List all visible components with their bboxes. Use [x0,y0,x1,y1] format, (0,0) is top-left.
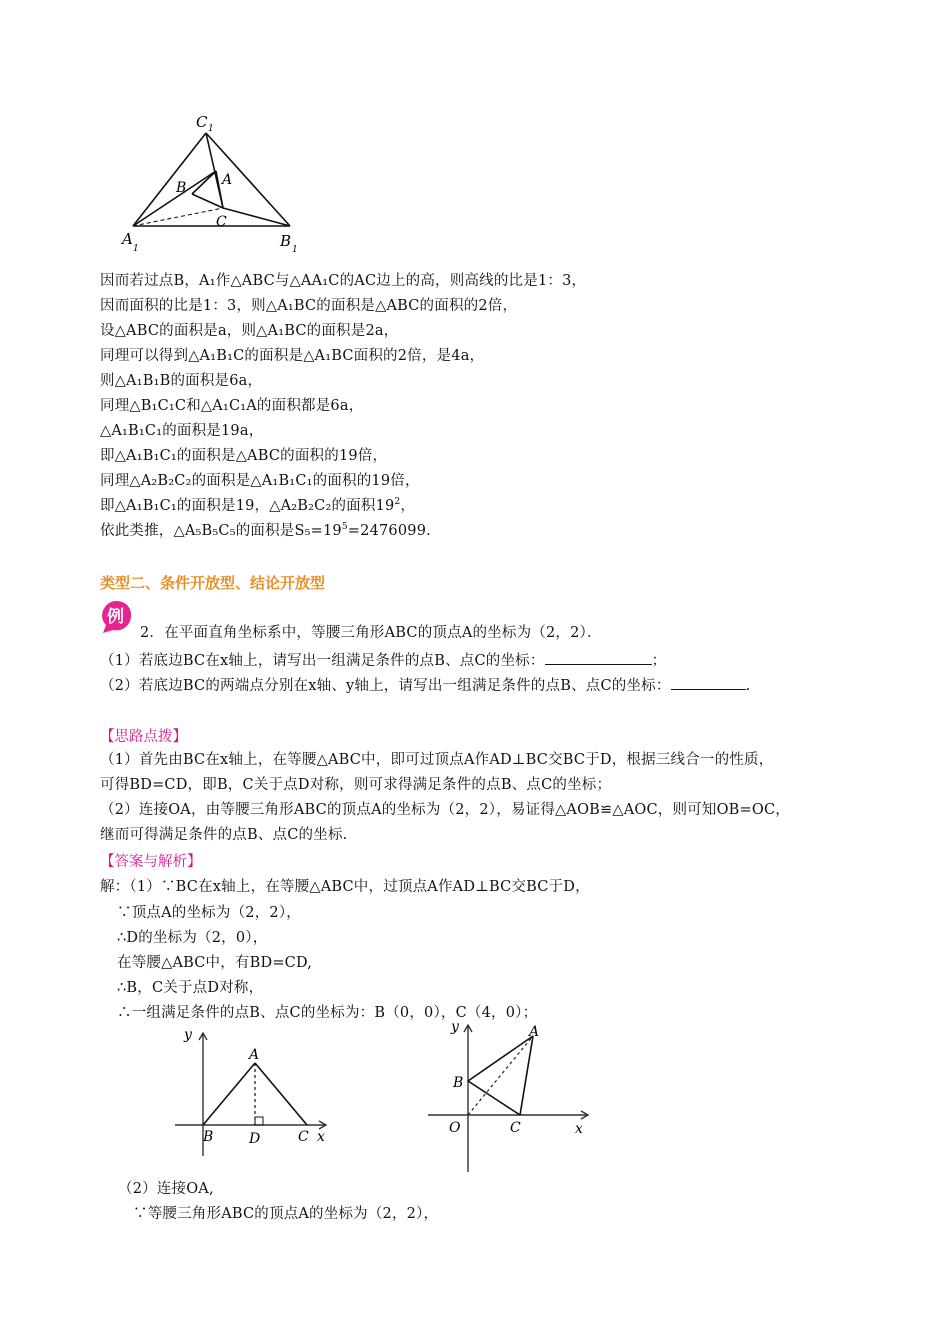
coordinate-figure-2 [425,1015,600,1175]
fig3-label-a: A [529,1024,540,1040]
problem-q1-end: ； [651,653,667,669]
section-heading: 类型二、条件开放型、结论开放型 [100,574,326,592]
fig2-label-d: D [249,1131,261,1147]
line-final-exponent: 5 [341,522,348,533]
hint-line-4: 继而可得满足条件的点B、点C的坐标. [100,827,348,843]
label-a: A [222,172,233,188]
answer-line-6: ∴一组满足条件的点B、点C的坐标为：B（0，0），C（4，0）； [117,1005,538,1021]
answer-line-1: 解：（1）∵BC在x轴上，在等腰△ABC中，过顶点A作AD⊥BC交BC于D， [100,879,590,895]
problem-q1 [100,650,666,671]
solution-line-8: 即△A₁B₁C₁的面积是△ABC的面积的19倍， [100,448,388,464]
label-c1: C [196,113,208,131]
coordinate-figure-1 [170,1023,340,1158]
problem-q2 [100,675,750,696]
hint-line-2: 可得BD=CD，即B，C关于点D对称，则可求得满足条件的点B、点C的坐标； [100,777,612,793]
problem-stem: 2．在平面直角坐标系中，等腰三角形ABC的顶点A的坐标为（2，2）． [140,625,602,641]
solution-line-6: 同理△B₁C₁C和△A₁C₁A的面积都是6a， [100,398,364,414]
solution-line-5: 则△A₁B₁B的面积是6a， [100,373,263,389]
hint-heading: 【思路点拨】 [100,729,187,745]
fig3-label-x: x [575,1121,583,1137]
hint-line-3: （2）连接OA，由等腰三角形ABC的顶点A的坐标为（2，2），易证得△AOB≌△AOC，则可知OB=OC， [100,802,790,818]
solution-line-7: △A₁B₁C₁的面积是19a， [100,423,264,439]
solution-line-11 [100,521,431,541]
triangle-figure [118,108,308,258]
badge-char: 例 [107,607,124,627]
label-c1-sub: 1 [208,124,214,134]
problem-q1-text: （1）若底边BC在x轴上，请写出一组满足条件的点B、点C的坐标： [100,653,545,669]
line-final-prefix: 依此类推，△A₅B₅C₅的面积是S₅=19 [100,523,342,539]
fig3-label-y: y [451,1019,459,1035]
solution-line-2: 因而面积的比是1：3，则△A₁BC的面积是△ABC的面积的2倍， [100,298,518,314]
solution-line-3: 设△ABC的面积是a，则△A₁BC的面积是2a， [100,323,399,339]
answer-line-5: ∴B，C关于点D对称， [117,980,264,996]
answer-line-2: ∵顶点A的坐标为（2，2）， [117,905,301,921]
fig2-label-a: A [249,1047,260,1063]
line-final-suffix: =2476099. [347,523,431,539]
solution-line-1: 因而若过点B，A₁作△ABC与△AA₁C的AC边上的高，则高线的比是1：3， [100,273,587,289]
label-c: C [216,214,227,230]
hint-line-1: （1）首先由BC在x轴上，在等腰△ABC中，即可过顶点A作AD⊥BC交BC于D，根据三线合一的性质， [100,752,774,768]
fig3-label-b: B [453,1075,464,1091]
label-b: B [176,180,187,196]
part2-line-2: ∵等腰三角形ABC的顶点A的坐标为（2，2）， [133,1206,439,1222]
line-sq-prefix: 即△A₁B₁C₁的面积是19，△A₂B₂C₂的面积19 [100,498,395,514]
label-b1: B [280,232,292,250]
label-a1-sub: 1 [133,244,139,254]
answer-heading: 【答案与解析】 [100,854,202,870]
label-a1: A [122,230,133,248]
fig3-label-c: C [510,1120,521,1136]
part2-line-1: （2）连接OA, [118,1181,214,1197]
answer-line-4: 在等腰△ABC中，有BD=CD, [117,955,313,971]
answer-blank-1[interactable] [545,650,652,665]
label-b1-sub: 1 [292,245,298,255]
fig2-label-c: C [298,1129,309,1145]
problem-q2-text: （2）若底边BC的两端点分别在x轴、y轴上，请写出一组满足条件的点B、点C的坐标： [100,678,671,694]
fig2-label-y: y [184,1027,192,1043]
fig2-label-x: x [317,1129,325,1145]
answer-line-3: ∴D的坐标为（2，0）， [117,930,268,946]
fig2-label-b: B [203,1129,214,1145]
line-sq-exponent: 2 [394,497,401,508]
solution-line-9: 同理△A₂B₂C₂的面积是△A₁B₁C₁的面积的19倍， [100,473,420,489]
fig3-label-o: O [449,1120,461,1136]
solution-line-10: 即△A₁B₁C₁的面积是19，△A₂B₂C₂的面积$19^2$， [100,497,416,514]
solution-line-4: 同理可以得到△A₁B₁C的面积是△A₁BC面积的2倍，是4a， [100,348,485,364]
example-badge-icon [99,599,133,633]
problem-q2-end: . [745,678,751,694]
answer-blank-2[interactable] [671,675,746,690]
